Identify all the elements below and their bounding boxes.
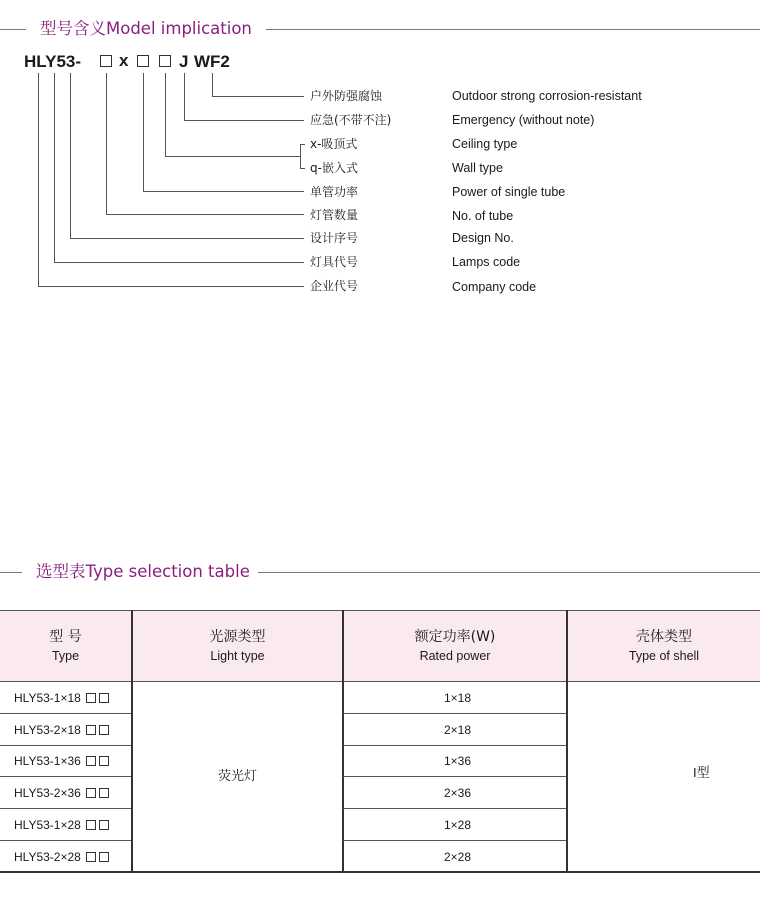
leader-power-h [143, 191, 304, 192]
label-zh-lamps: 灯具代号 [310, 255, 359, 269]
label-zh-company: 企业代号 [310, 279, 359, 293]
cell-type: HLY53-1×36 [14, 754, 81, 768]
row-sep-3-type [0, 776, 131, 777]
leader-lamps-v [54, 73, 55, 262]
label-en-emergency: Emergency (without note) [452, 113, 595, 127]
leader-install-bracket [300, 144, 301, 168]
cell-box [86, 852, 96, 862]
row-sep-4-type [0, 808, 131, 809]
header-light-zh: 光源类型 [209, 628, 266, 645]
leader-install-bracket-top [300, 144, 305, 145]
table-row [14, 785, 109, 801]
row-sep-1-power [343, 713, 567, 714]
code-box-install [159, 55, 171, 67]
cell-box [99, 820, 109, 830]
cell-power: 2×18 [444, 723, 472, 737]
label-zh-ceiling: x-吸顶式 [310, 137, 358, 151]
header-light-en: Light type [210, 648, 265, 663]
header-type-zh: 型 号 [49, 628, 82, 645]
header-light [133, 610, 342, 682]
section2-rule-right [258, 572, 760, 573]
label-en-power: Power of single tube [452, 185, 566, 199]
table-row [14, 849, 109, 865]
label-en-tubes: No. of tube [452, 209, 514, 223]
selection-table [0, 610, 760, 872]
leader-design-v [70, 73, 71, 238]
cell-box [99, 852, 109, 862]
cell-power: 1×28 [444, 818, 472, 832]
cell-box [86, 788, 96, 798]
code-box-power [137, 55, 149, 67]
header-power-en: Rated power [419, 648, 491, 663]
table-row [14, 753, 109, 769]
row-sep-3-power [343, 776, 567, 777]
table-top-border [0, 610, 760, 611]
label-en-wall: Wall type [452, 161, 503, 175]
cell-type: HLY53-1×18 [14, 691, 81, 705]
leader-install-h [165, 156, 300, 157]
cell-box [99, 756, 109, 766]
header-type-en: Type [51, 648, 80, 663]
row-sep-2-type [0, 745, 131, 746]
leader-company-v [38, 73, 39, 286]
cell-power: 1×18 [444, 691, 472, 705]
row-sep-2-power [343, 745, 567, 746]
cell-power: 2×28 [444, 850, 472, 864]
leader-lamps-h [54, 262, 304, 263]
header-power [344, 610, 566, 682]
cell-box [86, 820, 96, 830]
table-vline-1 [131, 610, 133, 872]
selection-section-title: 选型表Type selection table [36, 562, 250, 581]
label-en-company: Company code [452, 280, 537, 294]
cell-power: 2×36 [444, 786, 472, 800]
cell-power: 1×36 [444, 754, 472, 768]
code-prefix: HLY53- [24, 52, 82, 71]
section2-rule-left [0, 572, 22, 573]
table-header-border [0, 681, 760, 682]
cell-box [99, 725, 109, 735]
cell-type: HLY53-1×28 [14, 818, 81, 832]
cell-type: HLY53-2×18 [14, 723, 81, 737]
cell-box [86, 693, 96, 703]
row-sep-1-type [0, 713, 131, 714]
section-rule-right [266, 29, 760, 30]
cell-light-type: 荧光灯 [218, 768, 258, 783]
label-zh-outdoor: 户外防强腐蚀 [310, 89, 383, 103]
header-shell-zh: 壳体类型 [636, 628, 692, 645]
model-section-title: 型号含义Model implication [40, 19, 252, 38]
label-en-design: Design No. [452, 231, 514, 245]
leader-tubes-v [106, 73, 107, 214]
label-zh-tubes: 灯管数量 [310, 208, 359, 222]
code-suffix: WF2 [194, 52, 230, 71]
cell-type: HLY53-2×28 [14, 850, 81, 864]
table-row [14, 722, 109, 738]
label-zh-power: 单管功率 [310, 185, 359, 199]
leader-power-v [143, 73, 144, 191]
table-row [14, 817, 109, 833]
table-row [14, 690, 109, 706]
code-emergency-j: J [179, 52, 189, 71]
cell-shell-type: I型 [693, 765, 710, 780]
cell-box [86, 756, 96, 766]
cell-box [99, 693, 109, 703]
leader-install-bracket-bottom [300, 168, 305, 169]
label-en-lamps: Lamps code [452, 255, 521, 269]
header-type [0, 610, 131, 682]
leader-tubes-h [106, 214, 304, 215]
label-zh-design: 设计序号 [310, 231, 359, 245]
row-sep-5-power [343, 840, 567, 841]
cell-box [99, 788, 109, 798]
label-en-outdoor: Outdoor strong corrosion-resistant [452, 89, 642, 103]
leader-outdoor-h [212, 96, 304, 97]
label-zh-emergency: 应急(不带不注) [310, 113, 392, 127]
table-vline-2 [342, 610, 344, 872]
cell-box [86, 725, 96, 735]
leader-outdoor-v [212, 73, 213, 96]
row-sep-4-power [343, 808, 567, 809]
label-en-ceiling: Ceiling type [452, 137, 518, 151]
header-power-zh: 额定功率(W) [414, 628, 496, 645]
leader-emergency-v [184, 73, 185, 120]
header-shell [568, 610, 760, 682]
section-rule-left [0, 29, 26, 30]
row-sep-5-type [0, 840, 131, 841]
leader-emergency-h [184, 120, 304, 121]
leader-company-h [38, 286, 304, 287]
code-times: x [119, 51, 129, 70]
header-shell-en: Type of shell [628, 648, 700, 663]
cell-type: HLY53-2×36 [14, 786, 81, 800]
label-zh-wall: q-嵌入式 [310, 161, 358, 175]
leader-install-v [165, 73, 166, 156]
code-box-tube-count [100, 55, 112, 67]
table-bottom-border [0, 871, 760, 873]
leader-design-h [70, 238, 304, 239]
table-vline-3 [566, 610, 568, 872]
